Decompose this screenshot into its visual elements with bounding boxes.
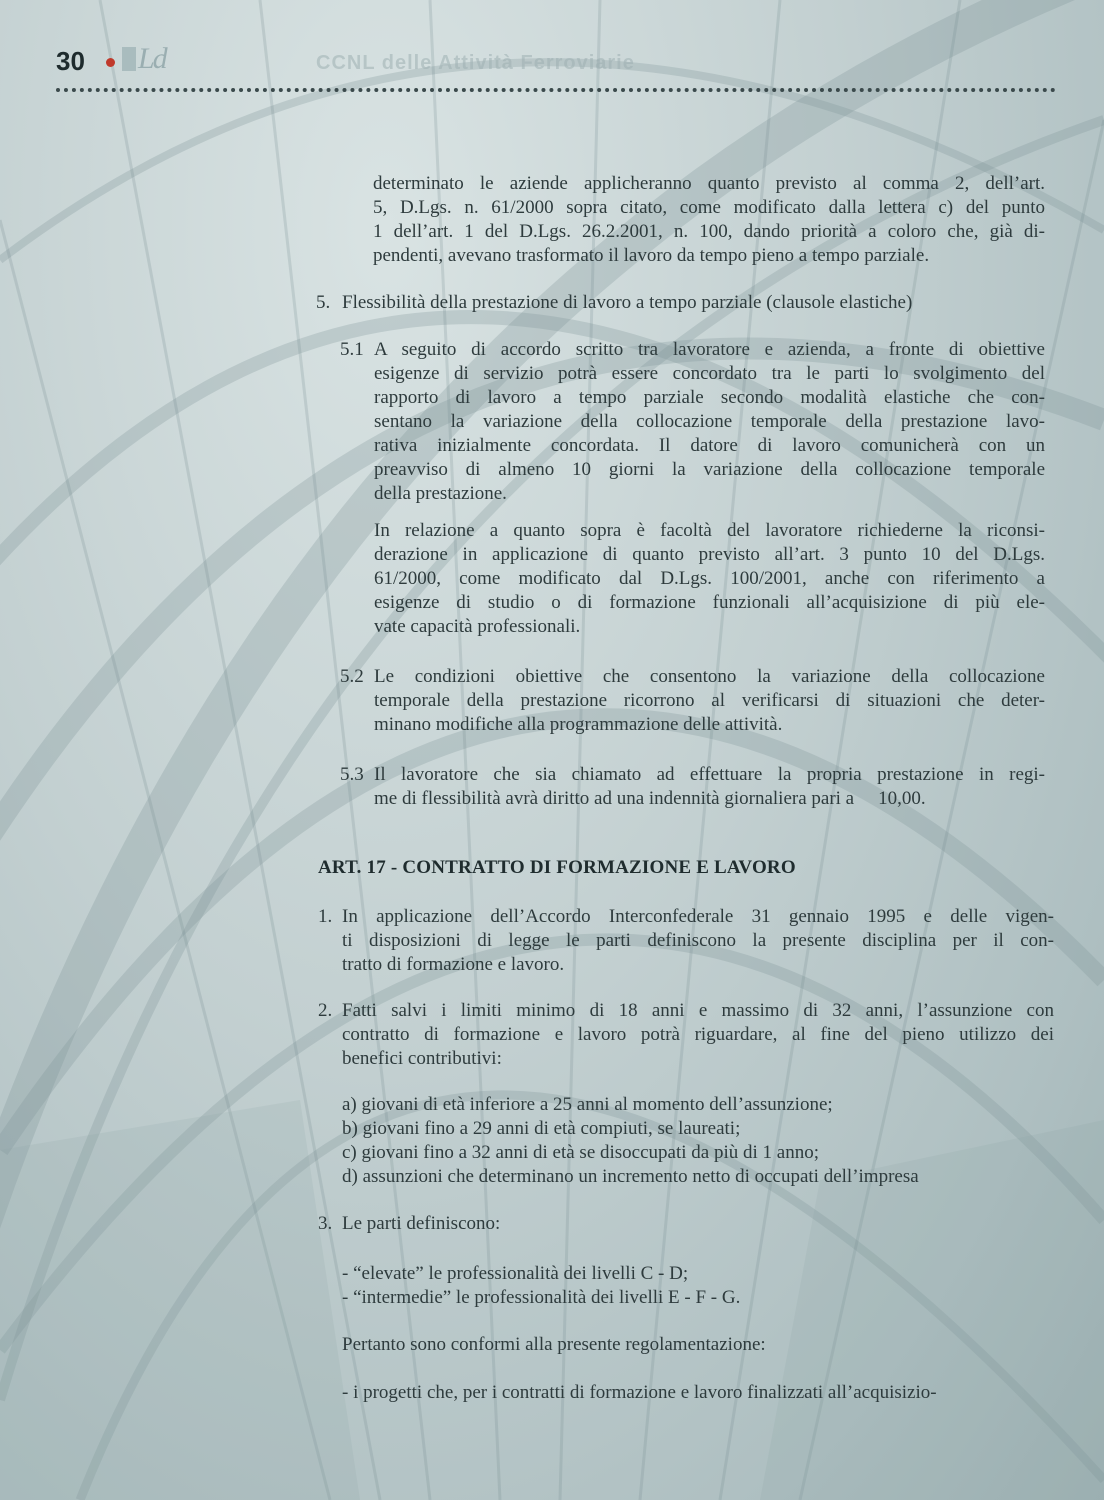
art17-para-2-number: 2. xyxy=(318,1000,333,1021)
list-item: - “elevate” le professionalità dei livelli C - D; xyxy=(342,1263,689,1284)
section-5-number: 5. xyxy=(316,292,331,313)
para-5-2: Le condizioni obiettive che consentono la variazione della collocazione temporale della prestazione ricorrono al verificarsi di situazioni che deter- minano modifiche alla programmazione delle attività. xyxy=(374,666,1045,735)
art17-para-3-last-line: - i progetti che, per i contratti di formazione e lavoro finalizzati all’acquisizio- xyxy=(342,1382,937,1403)
list-item: d) assunzioni che determinano un incremento netto di occupati dell’impresa xyxy=(342,1166,919,1187)
intro-continuation-paragraph: determinato le aziende applicheranno quanto previsto al comma 2, dell’art. 5, D.Lgs. n. 61/2000 sopra citato, come modificato dalla lettera c) del punto 1 dell’art. 1 del D.Lgs. 26.2.2001, n. 100, dando priorità a coloro che, già di- pendenti, avevano trasformato il lavoro da tempo pieno a tempo parziale. xyxy=(373,173,1045,266)
para-5-3: Il lavoratore che sia chiamato ad effettuare la propria prestazione in regi- me di flessibilità avrà diritto ad una indennità giornaliera pari a 10,00. xyxy=(374,764,1045,809)
para-5-1-continuation: In relazione a quanto sopra è facoltà del lavoratore richiederne la riconsi- derazione in applicazione di quanto previsto all’art. 3 punto 10 del D.Lgs. 61/2000, come modificato dal D.Lgs. 100/2001, anche con riferimento a esigenze di studio o di formazione funzionali all’acquisizione di più ele- vate capacità professionali. xyxy=(374,520,1045,637)
list-item: - “intermedie” le professionalità dei livelli E - F - G. xyxy=(342,1287,741,1308)
list-item: a) giovani di età inferiore a 25 anni al momento dell’assunzione; xyxy=(342,1094,833,1115)
list-item: c) giovani fino a 32 anni di età se disoccupati da più di 1 anno; xyxy=(342,1142,819,1163)
art17-para-3-number: 3. xyxy=(318,1213,333,1234)
para-5-3-number: 5.3 xyxy=(340,764,364,785)
article-17-heading: ART. 17 - CONTRATTO DI FORMAZIONE E LAVORO xyxy=(318,857,796,878)
art17-para-1-number: 1. xyxy=(318,906,333,927)
list-item: b) giovani fino a 29 anni di età compiuti, se laureati; xyxy=(342,1118,741,1139)
para-5-2-number: 5.2 xyxy=(340,666,364,687)
section-5-title: Flessibilità della prestazione di lavoro a tempo parziale (clausole elastiche) xyxy=(342,292,913,313)
art17-para-3-intro: Le parti definiscono: xyxy=(342,1213,501,1234)
art17-para-3-list xyxy=(342,1262,1054,1310)
art17-para-2-list xyxy=(342,1093,1054,1189)
art17-para-3-followup: Pertanto sono conformi alla presente regolamentazione: xyxy=(342,1334,766,1355)
para-5-1-number: 5.1 xyxy=(340,339,364,360)
art17-para-2: Fatti salvi i limiti minimo di 18 anni e massimo di 32 anni, l’assunzione con contratto di formazione e lavoro potrà riguardare, al fine del pieno utilizzo dei benefici contributivi: xyxy=(342,1000,1054,1069)
running-title: CCNL delle Attività Ferroviarie xyxy=(316,52,635,74)
para-5-1: A seguito di accordo scritto tra lavoratore e azienda, a fronte di obiettive esigenze di servizio potrà essere concordato tra le parti lo svolgimento del rapporto di lavoro a tempo parziale secondo modalità elastiche che con- sentano la variazione della collocazione temporale della prestazione lavo- rativa inizialmente concordata. Il datore di lavoro comunicherà con un preavviso di almeno 10 giorni la variazione della collocazione temporale della prestazione. xyxy=(374,339,1045,504)
page-number: 30 xyxy=(56,46,85,76)
publication-logo: Ld xyxy=(122,42,166,76)
art17-para-1: In applicazione dell’Accordo Interconfederale 31 gennaio 1995 e delle vigen- ti disposizioni di legge le parti definiscono la presente disciplina per il con- tratto di formazione e lavoro. xyxy=(342,906,1054,975)
